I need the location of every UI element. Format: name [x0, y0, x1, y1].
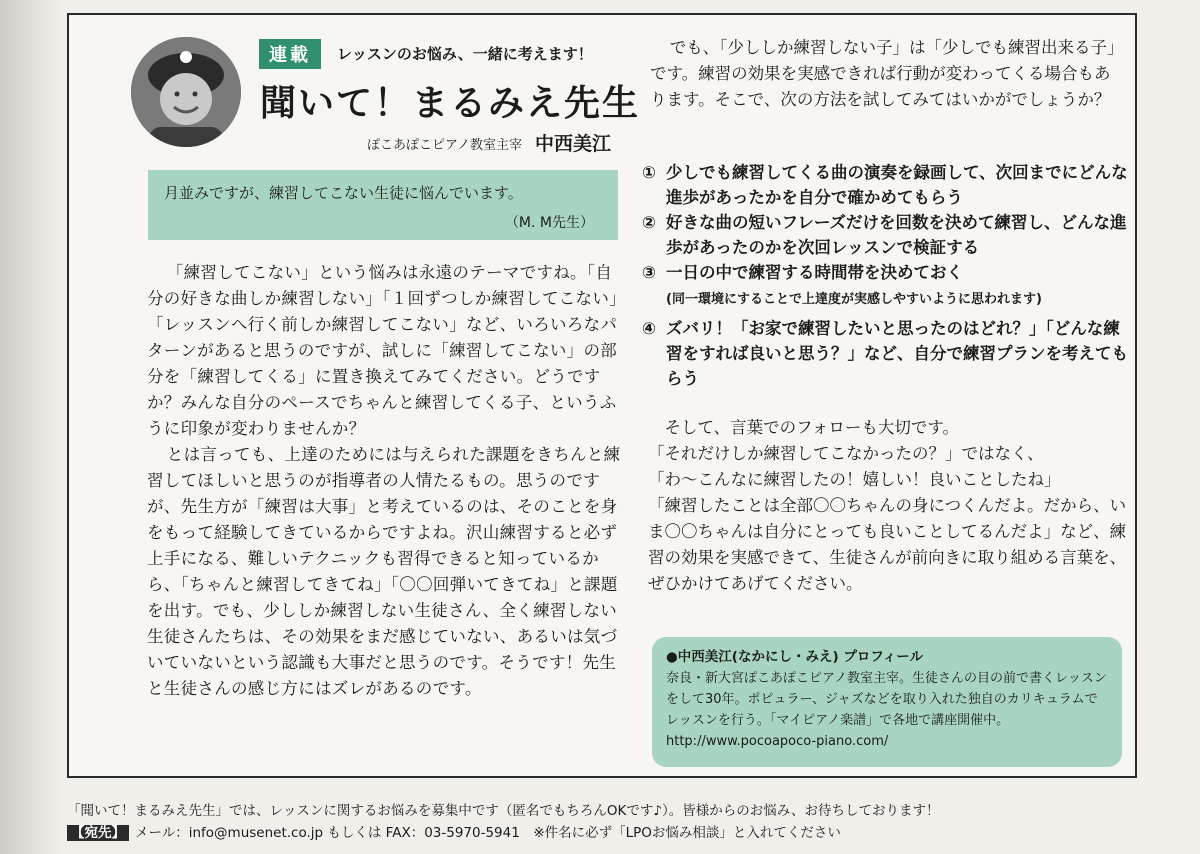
article-frame: [67, 13, 1137, 778]
footer-line: 「聞いて！まるみえ先生」では、レッスンに関するお悩みを募集中です（匿名でもちろんOKです♪）。皆様からのお悩み、お待ちしております！: [67, 803, 940, 819]
closing-line: 「わ〜こんなに練習したの！嬉しい！良いことしたね」: [648, 470, 1061, 489]
closing-line: そして、言葉でのフォローも大切です。: [648, 418, 960, 437]
closing-text: [648, 415, 1128, 597]
author-portrait-icon: [131, 37, 241, 147]
author-role: ぽこあぽこピアノ教室主宰: [367, 138, 522, 153]
list-number: ②: [642, 213, 656, 232]
right-column: [642, 15, 1132, 775]
question-signature: （M. M先生）: [504, 215, 594, 231]
answer-intro: [650, 35, 1125, 113]
method-list: [642, 160, 1132, 391]
list-item: [642, 160, 1132, 210]
page-edge-shadow: [0, 0, 60, 854]
question-box: [148, 170, 618, 240]
author-profile-box: [652, 637, 1122, 767]
profile-heading: ●中西美江(なかにし・みえ) プロフィール: [666, 649, 923, 665]
question-text: 月並みですが、練習してこない生徒に悩んでいます。: [164, 184, 523, 202]
page-title: 聞いて！まるみえ先生: [260, 83, 641, 124]
left-column: [97, 15, 642, 775]
profile-url[interactable]: http://www.pocoapoco-piano.com/: [666, 734, 889, 749]
closing-line: 「それだけしか練習してこなかったの？」ではなく、: [648, 444, 1044, 463]
answer-paragraph: 「練習してこない」という悩みは永遠のテーマですね。「自分の好きな曲しか練習しない」「１回ずつしか練習してこない」「レッスンへ行く前しか練習してこない」など、いろいろなパターンがあると思うのですが、試しに「練習してこない」の部分を「練習してくる」に置き換えてみてください。どうですか？みんな自分のペースでちゃんと練習してくる子、というふうに印象が変わりませんか？: [147, 263, 626, 438]
list-text: 好きな曲の短いフレーズだけを回数を決めて練習し、どんな進歩があったのかを次回レッスンで検証する: [666, 213, 1127, 257]
list-item: [642, 210, 1132, 260]
list-number: ④: [642, 319, 656, 338]
author-name: 中西美江: [535, 133, 612, 155]
list-number: ①: [642, 163, 656, 182]
profile-body: 奈良・新大宮ぽこあぽこピアノ教室主宰。生徒さんの目の前で書くレッスンをして30年。ポピュラー、ジャズなどを取り入れた独自のカリキュラムでレッスンを行う。「マイピアノ楽譜」で各地で講座開催中。: [666, 671, 1107, 728]
list-item: [642, 316, 1132, 391]
list-note: (同一環境にすることで上達度が実感しやすいように思われます): [666, 292, 1042, 307]
list-number: ③: [642, 263, 656, 282]
author-photo: [131, 37, 241, 147]
answer-intro-text: でも、「少ししか練習しない子」は「少しでも練習出来る子」です。練習の効果を実感できれば行動が変わってくる場合もあります。そこで、次の方法を試してみてはいかがでしょうか？: [650, 38, 1124, 109]
list-item: [642, 260, 1132, 285]
series-badge: 連載: [259, 39, 321, 69]
list-text: ズバリ！「お家で練習したいと思ったのはどれ？」「どんな練習をすれば良いと思う？」など、自分で練習プランを考えてもらう: [666, 319, 1128, 388]
list-text: 一日の中で練習する時間帯を決めておく: [666, 263, 963, 282]
footer-contact: [67, 822, 1167, 844]
series-kicker: レッスンのお悩み、一緒に考えます！: [337, 45, 593, 63]
footer-contact-text: メール：info@musenet.co.jp もしくは FAX：03-5970-5941 ※件名に必ず「LPOお悩み相談」と入れてください: [135, 825, 841, 841]
footer-label: 【宛先】: [67, 825, 129, 841]
list-text: 少しでも練習してくる曲の演奏を録画して、次回までにどんな進歩があったかを自分で確かめてもらう: [666, 163, 1128, 207]
closing-line: 「練習したことは全部〇〇ちゃんの身につくんだよ。だから、いま〇〇ちゃんは自分にとっても良いことしてるんだよ」など、練習の効果を実感できて、生徒さんが前向きに取り組める言葉を、ぜひかけてあげてください。: [648, 496, 1127, 593]
answer-paragraph: とは言っても、上達のためには与えられた課題をきちんと練習してほしいと思うのが指導者の人情たるもの。思うのですが、先生方が「練習は大事」と考えているのは、そのことを身をもって経験してきているからですよね。沢山練習すると必ず上手になる、難しいテクニックも習得できると知っているから、「ちゃんと練習してきてね」「〇〇回弾いてきてね」と課題を出す。でも、少ししか練習しない生徒さん、全く練習しない生徒さんたちは、その効果をまだ感じていない、あるいは気づいていないという認識も大事だと思うのです。そうです！先生と生徒さんの感じ方にはズレがあるのです。: [147, 445, 621, 698]
footer: [67, 800, 1167, 844]
answer-body-left: [147, 260, 627, 702]
